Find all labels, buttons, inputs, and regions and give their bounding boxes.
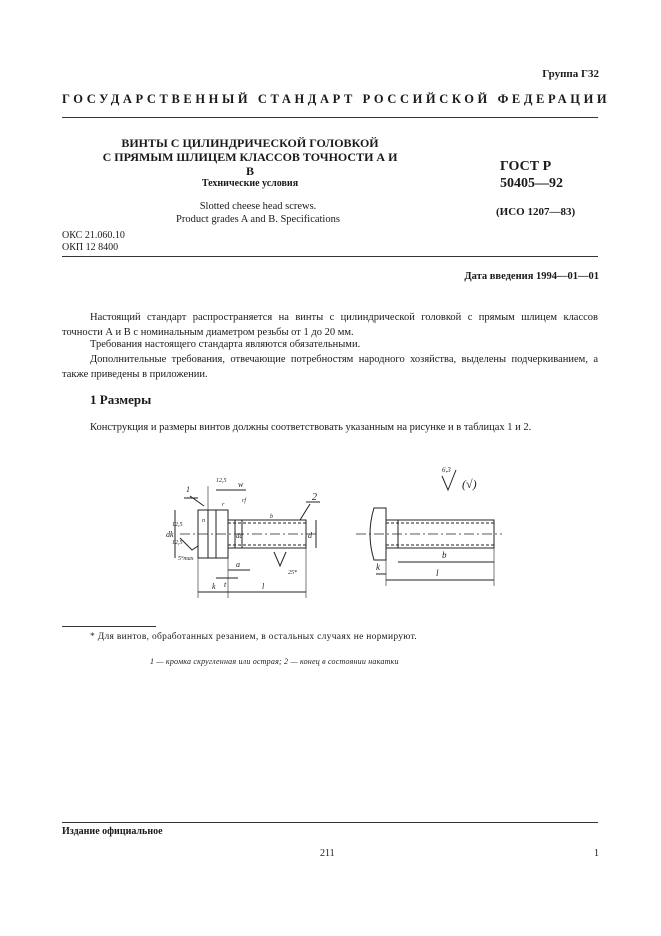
intro-paragraph-2 xyxy=(62,337,598,352)
section-paragraph-text: Конструкция и размеры винтов должны соответствовать указанным на рисунке и в таблицах 1 и 2. xyxy=(90,422,532,433)
roughness-general: 6,3 xyxy=(442,466,451,474)
screw-drawing xyxy=(150,462,510,612)
label-b: b xyxy=(270,514,273,520)
angle-label: 5°max xyxy=(178,556,194,562)
label-d: d xyxy=(308,531,312,540)
roughness-mark-bottom xyxy=(274,552,286,566)
english-title-line-2: Product grades A and B. Specifications xyxy=(176,214,340,225)
drawing-legend: 1 — кромка скругленная или острая; 2 — конец в состоянии накатки xyxy=(150,657,399,666)
intro-paragraph-2-text: Требования настоящего стандарта являются обязательными. xyxy=(90,339,361,350)
right-view-labels xyxy=(376,466,477,578)
left-screw-view xyxy=(175,486,320,598)
label-a: a xyxy=(236,560,240,569)
label-dk: dk xyxy=(166,530,174,539)
intro-paragraph-1 xyxy=(62,310,598,340)
label-k-right: k xyxy=(376,562,380,572)
page-number-right: 1 xyxy=(594,848,599,859)
classification-codes xyxy=(62,230,125,254)
roughness-top: 12,5 xyxy=(216,478,227,484)
document-title xyxy=(100,136,400,178)
iso-reference: (ИСО 1207—83) xyxy=(496,206,576,218)
roughness-left-2: 12,5 xyxy=(172,540,183,546)
label-2: 2 xyxy=(312,492,317,503)
gost-line-2: 50405—92 xyxy=(500,176,563,191)
codes-rule xyxy=(62,256,598,257)
angle-mark xyxy=(180,538,198,550)
gost-line-1: ГОСТ Р xyxy=(500,159,552,174)
section-heading: 1 Размеры xyxy=(90,392,152,407)
label-l-right: l xyxy=(436,568,439,578)
leader-2 xyxy=(300,504,310,520)
gost-number xyxy=(500,158,563,192)
footnote-rule xyxy=(62,626,156,627)
label-r: r xyxy=(222,502,225,508)
intro-paragraph-3-text: Дополнительные требования, отвечающие потребностям народного хозяйства, выделены подчеркиванием, а также приведены в приложении. xyxy=(62,354,598,380)
label-rf: rf xyxy=(242,498,247,504)
header-rule xyxy=(62,117,598,118)
label-k: k xyxy=(212,582,216,591)
intro-paragraph-1-text: Настоящий стандарт распространяется на винты с цилиндрической головкой с прямым шлицем классов точности А и В с номинальным диаметром резьбы от 1 до 20 мм. xyxy=(62,312,598,338)
intro-paragraph-3 xyxy=(62,352,598,382)
label-da: da xyxy=(236,532,243,540)
english-title-line-1: Slotted cheese head screws. xyxy=(199,201,317,212)
oks-code: ОКС 21.060.10 xyxy=(62,230,125,241)
roughness-left-1: 12,5 xyxy=(172,522,183,528)
standard-banner: ГОСУДАРСТВЕННЫЙ СТАНДАРТ РОССИЙСКОЙ ФЕДЕРАЦИИ xyxy=(62,92,611,106)
document-subtitle: Технические условия xyxy=(201,178,299,189)
english-title xyxy=(100,200,416,226)
label-t: t xyxy=(224,580,227,589)
label-n: n xyxy=(202,518,205,524)
okp-code: ОКП 12 8400 xyxy=(62,242,119,253)
label-l: l xyxy=(262,582,265,591)
section-paragraph xyxy=(62,420,598,435)
roughness-general-paren: (√) xyxy=(462,477,477,491)
title-line-2: С ПРЯМЫМ ШЛИЦЕМ КЛАССОВ ТОЧНОСТИ А И В xyxy=(102,150,398,178)
left-view-labels xyxy=(166,478,317,591)
label-1: 1 xyxy=(186,485,190,494)
label-w: w xyxy=(238,480,244,489)
footer-rule xyxy=(62,822,598,823)
footnote: * Для винтов, обработанных резанием, в остальных случаях не нормируют. xyxy=(90,632,417,642)
group-code: Группа Г32 xyxy=(542,68,599,80)
introduction-date: Дата введения 1994—01—01 xyxy=(464,271,599,282)
title-line-1: ВИНТЫ С ЦИЛИНДРИЧЕСКОЙ ГОЛОВКОЙ xyxy=(121,136,379,150)
page-number-center: 211 xyxy=(320,848,335,859)
edition-label: Издание официальное xyxy=(62,826,163,837)
roughness-bottom: 25* xyxy=(288,570,297,576)
label-b-right: b xyxy=(442,550,447,560)
